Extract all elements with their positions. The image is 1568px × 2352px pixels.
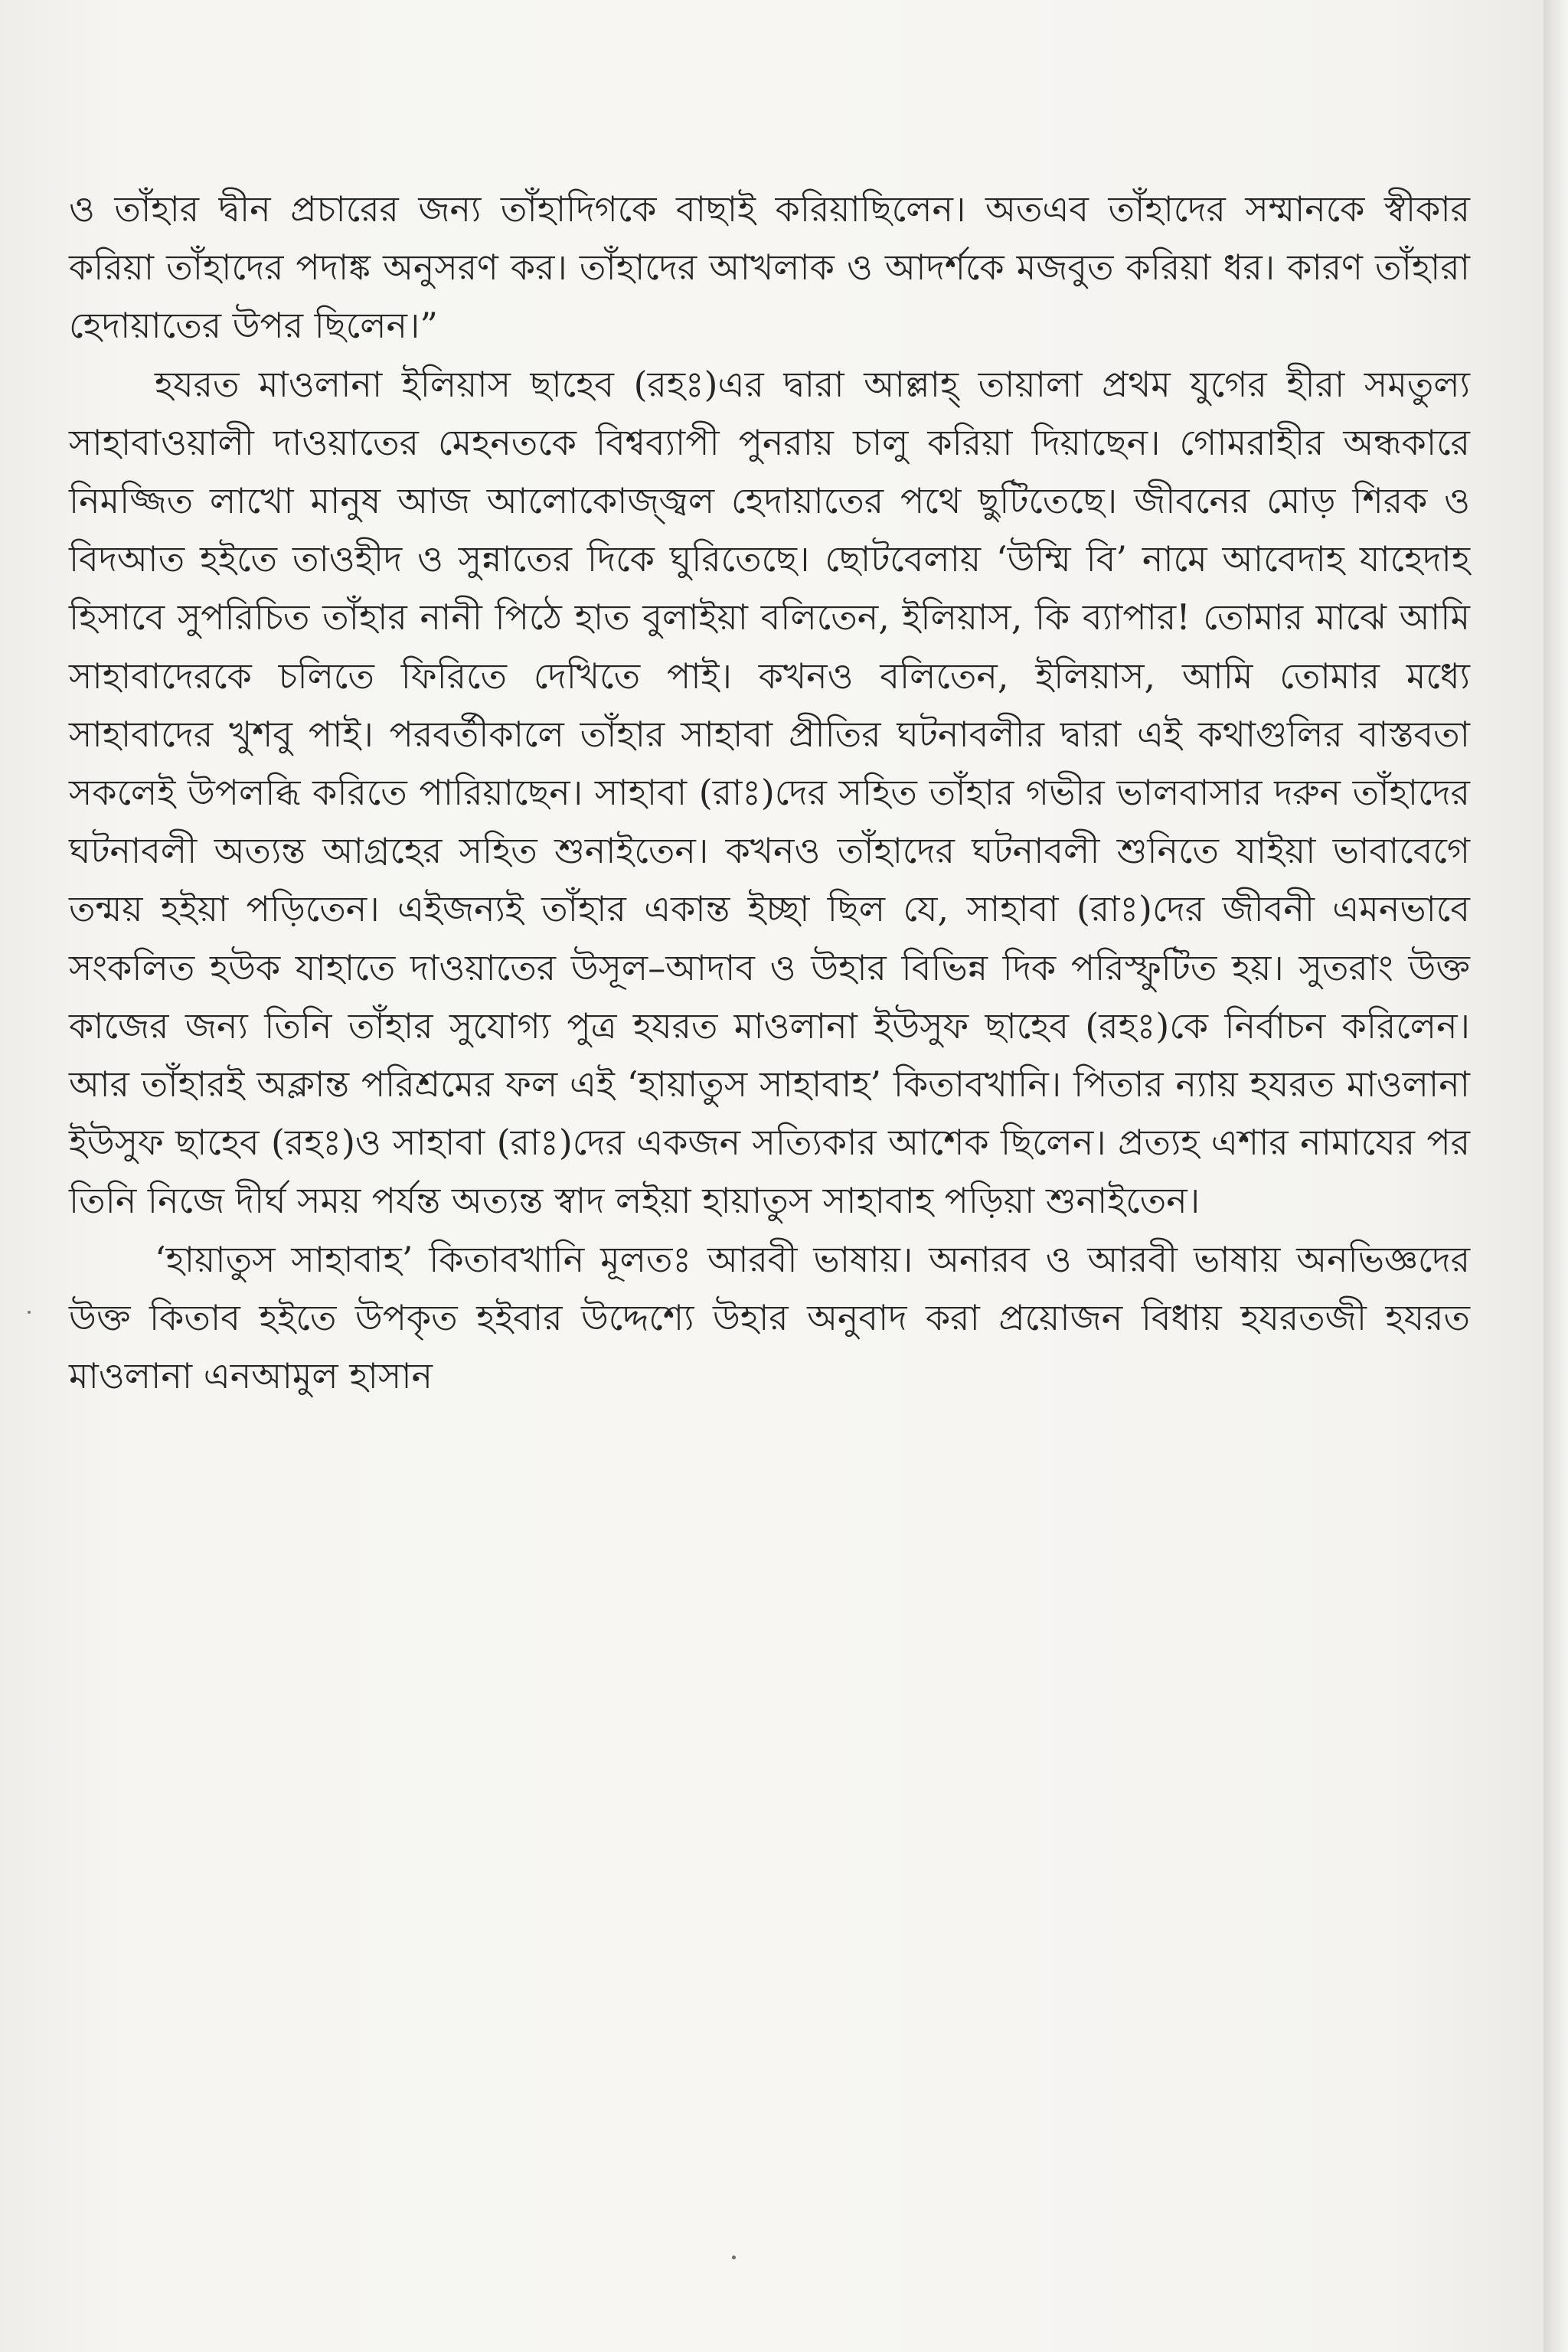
- paragraph-3: ‘হায়াতুস সাহাবাহ’ কিতাবখানি মূলতঃ আরবী ভাষায়। অনারব ও আরবী ভাষায় অনভিজ্ঞদের উক্ত কিতাব হইতে উপকৃত হইবার উদ্দেশ্যে উহার অনুবাদ করা প্রয়োজন বিধায় হযরতজী হযরত মাওলানা এনআমুল হাসান: [69, 1238, 1470, 1397]
- page-edge-shadow: [1544, 0, 1568, 2352]
- page-body-text: [69, 180, 1470, 1405]
- paragraph-1: ও তাঁহার দ্বীন প্রচারের জন্য তাঁহাদিগকে বাছাই করিয়াছিলেন। অতএব তাঁহাদের সম্মানকে স্বীকার করিয়া তাঁহাদের পদাঙ্ক অনুসরণ কর। তাঁহাদের আখলাক ও আদর্শকে মজবুত করিয়া ধর। কারণ তাঁহারা হেদায়াতের উপর ছিলেন।”: [69, 188, 1470, 347]
- ink-dot: [732, 2256, 736, 2259]
- paragraph-2: হযরত মাওলানা ইলিয়াস ছাহেব (রহঃ)এর দ্বারা আল্লাহ্ তায়ালা প্রথম যুগের হীরা সমতুল্য সাহাবাওয়ালী দাওয়াতের মেহনতকে বিশ্বব্যাপী পুনরায় চালু করিয়া দিয়াছেন। গোমরাহীর অন্ধকারে নিমজ্জিত লাখো মানুষ আজ আলোকোজ্জ্বল হেদায়াতের পথে ছুটিতেছে। জীবনের মোড় শিরক ও বিদআত হইতে তাওহীদ ও সুন্নাতের দিকে ঘুরিতেছে। ছোটবেলায় ‘উম্মি বি’ নামে আবেদাহ যাহেদাহ হিসাবে সুপরিচিত তাঁহার নানী পিঠে হাত বুলাইয়া বলিতেন, ইলিয়াস, কি ব্যাপার! তোমার মাঝে আমি সাহাবাদেরকে চলিতে ফিরিতে দেখিতে পাই। কখনও বলিতেন, ইলিয়াস, আমি তোমার মধ্যে সাহাবাদের খুশবু পাই। পরবর্তীকালে তাঁহার সাহাবা প্রীতির ঘটনাবলীর দ্বারা এই কথাগুলির বাস্তবতা সকলেই উপলব্ধি করিতে পারিয়াছেন। সাহাবা (রাঃ)দের সহিত তাঁহার গভীর ভালবাসার দরুন তাঁহাদের ঘটনাবলী অত্যন্ত আগ্রহের সহিত শুনাইতেন। কখনও তাঁহাদের ঘটনাবলী শুনিতে যাইয়া ভাবাবেগে তন্ময় হইয়া পড়িতেন। এইজন্যই তাঁহার একান্ত ইচ্ছা ছিল যে, সাহাবা (রাঃ)দের জীবনী এমনভাবে সংকলিত হউক যাহাতে দাওয়াতের উসূল–আদাব ও উহার বিভিন্ন দিক পরিস্ফুটিত হয়। সুতরাং উক্ত কাজের জন্য তিনি তাঁহার সুযোগ্য পুত্র হযরত মাওলানা ইউসুফ ছাহেব (রহঃ)কে নির্বাচন করিলেন। আর তাঁহারই অক্লান্ত পরিশ্রমের ফল এই ‘হায়াতুস সাহাবাহ’ কিতাবখানি। পিতার ন্যায় হযরত মাওলানা ইউসুফ ছাহেব (রহঃ)ও সাহাবা (রাঃ)দের একজন সত্যিকার আশেক ছিলেন। প্রত্যহ এশার নামাযের পর তিনি নিজে দীর্ঘ সময় পর্যন্ত অত্যন্ত স্বাদ লইয়া হায়াতুস সাহাবাহ পড়িয়া শুনাইতেন।: [69, 363, 1470, 1222]
- paper-speck: [28, 1311, 31, 1314]
